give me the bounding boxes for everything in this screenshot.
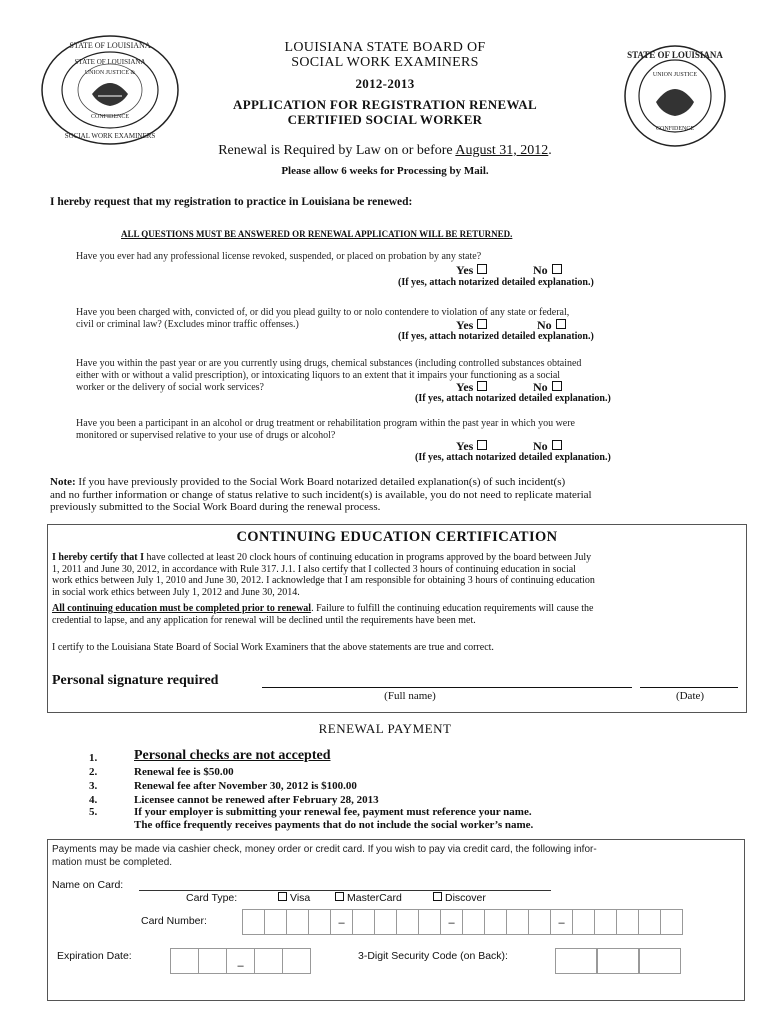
question-3-no[interactable]: No: [533, 380, 562, 395]
question-1-explanation: (If yes, attach notarized detailed explanation.): [398, 277, 594, 288]
question-3-text-line2: either with or without a valid prescription), or intoxicating liquors to an extent that it impairs your functioning as a social: [76, 370, 561, 381]
question-2-no[interactable]: No: [537, 318, 566, 333]
ce-certify-paragraph: I hereby certify that I have collected at least 20 clock hours of continuing education in programs approved by the board between July 1, 2011 and June 30, 2012, in accordance with Rule 317. J.1. I also certify that I collected 3 hours of continuing education in social work ethics between July 1, 2010 and June 30, 2012. I acknowledge that I am responsible for obtaining 3 hours of continuing education in social work ethics between July 1, 2012 and June 30, 2014.: [52, 552, 595, 598]
checkbox-icon: [278, 892, 287, 901]
signature-label: Personal signature required: [52, 673, 219, 688]
question-3-text-line3: worker or the delivery of social work services?: [76, 382, 264, 393]
signature-line[interactable]: [262, 687, 632, 688]
svg-text:STATE OF LOUISIANA: STATE OF LOUISIANA: [69, 41, 151, 50]
svg-text:SOCIAL WORK EXAMINERS: SOCIAL WORK EXAMINERS: [64, 132, 156, 140]
board-name-line1: LOUISIANA STATE BOARD OF: [284, 40, 486, 55]
questions-warning: ALL QUESTIONS MUST BE ANSWERED OR RENEWAL APPLICATION WILL BE RETURNED.: [121, 229, 513, 239]
board-name-line2: SOCIAL WORK EXAMINERS: [291, 55, 479, 70]
card-type-discover[interactable]: Discover: [433, 892, 486, 904]
request-statement: I hereby request that my registration to practice in Louisiana be renewed:: [50, 196, 413, 208]
state-seal-right: [620, 44, 730, 148]
question-3-text: Have you within the past year or are you currently using drugs, chemical substances (including controlled substances obtained: [76, 358, 582, 369]
svg-text:STATE OF LOUISIANA: STATE OF LOUISIANA: [627, 50, 723, 60]
question-1-no[interactable]: No: [533, 263, 562, 278]
card-type-visa[interactable]: Visa: [278, 892, 310, 904]
expiration-date-field[interactable]: –: [170, 948, 314, 974]
checkbox-icon: [477, 381, 487, 391]
checkbox-icon: [433, 892, 442, 901]
checkbox-icon: [552, 440, 562, 450]
svg-text:UNION JUSTICE &: UNION JUSTICE &: [84, 70, 136, 76]
note-paragraph: Note: If you have previously provided to the Social Work Board notarized detailed explanation(s) of such incident(s) and no further information or change of status relative to such incident(s) is available, you do not need to replicate material previously submitted to the Social Work Board during the renewal process.: [50, 476, 592, 513]
date-line[interactable]: [640, 687, 738, 688]
question-3-yes[interactable]: Yes: [456, 380, 487, 395]
application-years: 2012-2013: [355, 76, 415, 91]
question-4-text: Have you been a participant in an alcohol or drug treatment or rehabilitation program within the past year in which you were: [76, 418, 575, 429]
name-on-card-label: Name on Card:: [52, 879, 124, 891]
state-seal-left: [40, 34, 180, 146]
question-4-text-line2: monitored or supervised relative to your use of drugs or alcohol?: [76, 430, 336, 441]
credential-title: CERTIFIED SOCIAL WORKER: [287, 112, 483, 127]
svg-text:UNION JUSTICE: UNION JUSTICE: [652, 72, 698, 78]
question-2-yes[interactable]: Yes: [456, 318, 487, 333]
checkbox-icon: [556, 319, 566, 329]
processing-note: Please allow 6 weeks for Processing by Mail.: [281, 165, 489, 177]
question-3-explanation: (If yes, attach notarized detailed explanation.): [415, 393, 611, 404]
full-name-caption: (Full name): [384, 690, 436, 702]
expiration-date-label: Expiration Date:: [57, 950, 132, 962]
card-number-field[interactable]: – – –: [242, 909, 682, 935]
checkbox-icon: [477, 440, 487, 450]
security-code-label: 3-Digit Security Code (on Back):: [358, 950, 508, 962]
card-type-label: Card Type:: [186, 892, 238, 904]
question-2-text: Have you been charged with, convicted of, or did you plead guilty to or nolo contendere to violation of any state or federal,: [76, 307, 570, 318]
ce-attestation: I certify to the Louisiana State Board of Social Work Examiners that the above statements are true and correct.: [52, 642, 494, 653]
svg-text:CONFIDENCE: CONFIDENCE: [90, 114, 130, 120]
date-caption: (Date): [675, 690, 705, 702]
checkbox-icon: [477, 319, 487, 329]
question-4-yes[interactable]: Yes: [456, 439, 487, 454]
question-1-text: Have you ever had any professional license revoked, suspended, or placed on probation by any state?: [76, 251, 482, 262]
svg-text:CONFIDENCE: CONFIDENCE: [655, 126, 695, 132]
question-1-yes[interactable]: Yes: [456, 263, 487, 278]
question-2-text-line2: civil or criminal law? (Excludes minor traffic offenses.): [76, 319, 299, 330]
name-on-card-field[interactable]: [139, 890, 551, 891]
renewal-deadline: Renewal is Required by Law on or before August 31, 2012.: [218, 143, 552, 158]
checkbox-icon: [335, 892, 344, 901]
question-2-explanation: (If yes, attach notarized detailed explanation.): [398, 331, 594, 342]
renewal-deadline-date: August 31, 2012: [455, 143, 549, 158]
card-type-mastercard[interactable]: MasterCard: [335, 892, 402, 904]
question-4-explanation: (If yes, attach notarized detailed explanation.): [415, 452, 611, 463]
application-title: APPLICATION FOR REGISTRATION RENEWAL: [233, 97, 537, 112]
card-intro: Payments may be made via cashier check, money order or credit card. If you wish to pay via credit card, the following infor- mation must be completed.: [52, 844, 597, 868]
svg-text:STATE OF LOUISIANA: STATE OF LOUISIANA: [74, 58, 146, 66]
ce-title: CONTINUING EDUCATION CERTIFICATION: [236, 529, 558, 545]
card-number-label: Card Number:: [141, 915, 207, 927]
checkbox-icon: [477, 264, 487, 274]
ce-completion-paragraph: All continuing education must be completed prior to renewal. Failure to fulfill the continuing education requirements will cause the credential to lapse, and any application for renewal will be declined until the requirements have been met.: [52, 603, 594, 626]
checkbox-icon: [552, 381, 562, 391]
security-code-field[interactable]: [555, 948, 681, 974]
question-4-no[interactable]: No: [533, 439, 562, 454]
payment-title: RENEWAL PAYMENT: [318, 721, 452, 736]
payment-item-5-line2: The office frequently receives payments that do not include the social worker’s name.: [134, 819, 534, 831]
checkbox-icon: [552, 264, 562, 274]
